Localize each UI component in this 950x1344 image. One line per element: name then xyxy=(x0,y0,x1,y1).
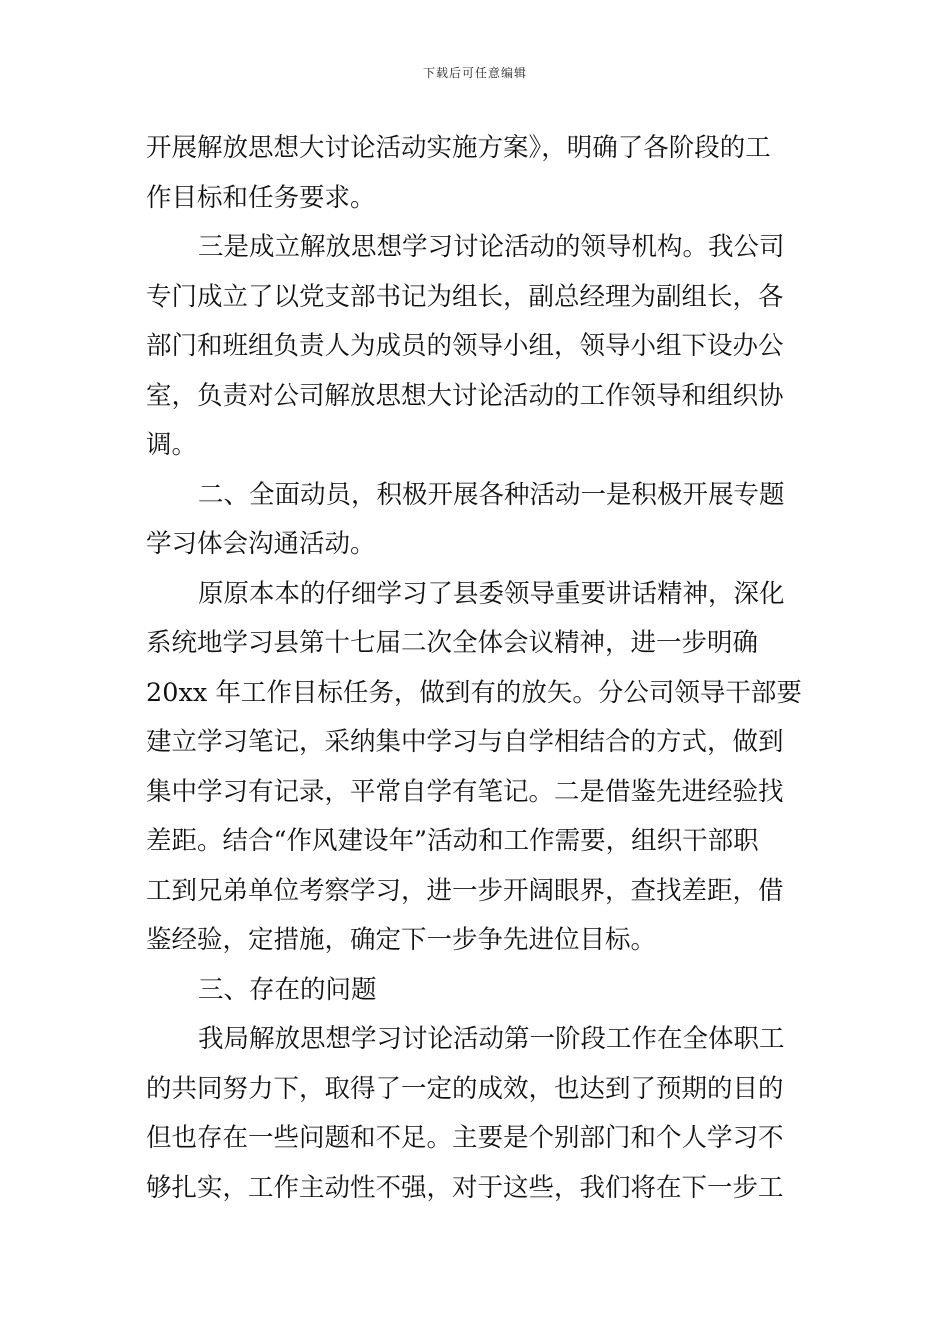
text-line: 我局解放思想学习讨论活动第一阶段工作在全体职工 xyxy=(198,1024,785,1054)
section-heading: 二、全面动员，积极开展各种活动一是积极开展专题 xyxy=(198,479,785,510)
text-line: 专门成立了以党支部书记为组长，副总经理为副组长，各 xyxy=(146,281,784,312)
text-line: 工到兄弟单位考察学习，进一步开阔眼界，查找差距，借 xyxy=(146,875,784,906)
text-line: 室，负责对公司解放思想大讨论活动的工作领导和组织协 xyxy=(146,380,784,411)
text-line: 差距。结合“作风建设年”活动和工作需要，组织干部职 xyxy=(146,826,759,856)
text-line: 建立学习笔记，采纳集中学习与自学相结合的方式，做到 xyxy=(146,727,784,757)
text-line: 的共同努力下，取得了一定的成效，也达到了预期的目的 xyxy=(146,1073,784,1104)
text-line: 够扎实，工作主动性不强，对于这些，我们将在下一步工 xyxy=(146,1172,784,1203)
text-line: 作目标和任务要求。 xyxy=(146,182,376,213)
text-line: 调。 xyxy=(146,430,198,460)
text-line: 三是成立解放思想学习讨论活动的领导机构。我公司 xyxy=(198,232,785,262)
text-line: 学习体会沟通活动。 xyxy=(146,529,376,559)
text-line: 系统地学习县第十七届二次全体会议精神，进一步明确 xyxy=(146,628,759,658)
section-heading: 三、存在的问题 xyxy=(198,974,377,1005)
text-line: 开展解放思想大讨论活动实施方案》，明确了各阶段的工 xyxy=(146,133,771,163)
text-line: 鉴经验，定措施，确定下一步争先进位目标。 xyxy=(146,925,657,955)
text-line: 集中学习有记录，平常自学有笔记。二是借鉴先进经验找 xyxy=(146,776,784,807)
text-line: 20xx 年工作目标任务，做到有的放矢。分公司领导干部要 xyxy=(146,677,802,708)
text-line: 原原本本的仔细学习了县委领导重要讲话精神，深化 xyxy=(198,578,785,609)
document-body xyxy=(146,124,806,1213)
text-line: 部门和班组负责人为成员的领导小组，领导小组下设办公 xyxy=(146,331,784,361)
text-line: 但也存在一些问题和不足。主要是个别部门和个人学习不 xyxy=(146,1123,784,1153)
page-header: 下载后可任意编辑 xyxy=(422,66,527,80)
